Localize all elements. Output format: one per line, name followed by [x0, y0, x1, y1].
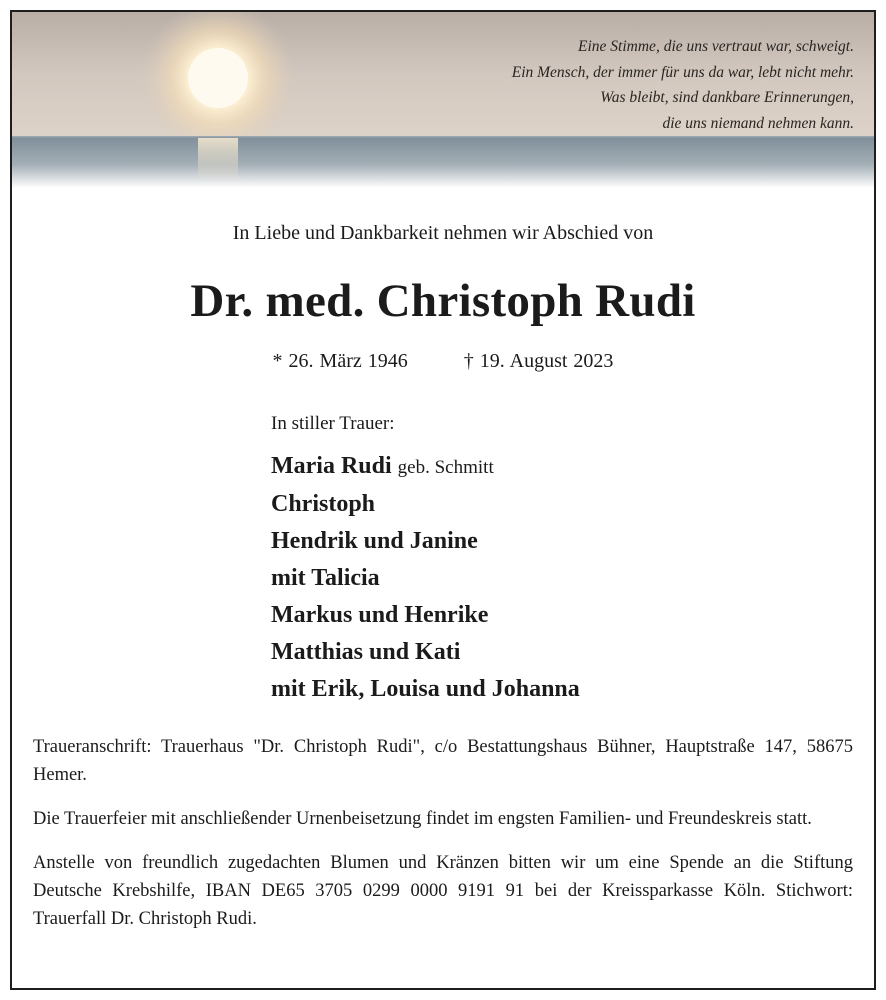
maiden-name: geb. Schmitt — [397, 457, 494, 478]
obituary-frame — [10, 10, 876, 990]
death-date: † 19. August 2023 — [463, 350, 614, 372]
ceremony-notice: Die Trauerfeier mit anschließender Urnenbeisetzung findet im engsten Familien- und Freundeskreis statt. — [33, 809, 812, 829]
mourner-first-name: Maria Rudi — [271, 453, 392, 479]
mourner-name: mit Talicia — [271, 565, 380, 591]
mourners-block — [271, 412, 580, 708]
quote-line: Ein Mensch, der immer für uns da war, lebt nicht mehr. — [511, 63, 854, 81]
mourning-address: Traueranschrift: Trauerhaus "Dr. Christoph Rudi", c/o Bestattungshaus Bühner, Hauptstraße 147, 58675 Hemer. — [33, 737, 853, 785]
mourner-name: Christoph — [271, 491, 376, 517]
mourner-name: Hendrik und Janine — [271, 528, 478, 554]
mourner-name — [271, 448, 580, 486]
deceased-name: Dr. med. Christoph Rudi — [190, 275, 696, 327]
mourner-name: mit Erik, Louisa und Johanna — [271, 676, 580, 702]
quote-line: Eine Stimme, die uns vertraut war, schweigt. — [578, 38, 854, 55]
quote-line: die uns niemand nehmen kann. — [662, 114, 854, 132]
birth-date: * 26. März 1946 — [272, 350, 408, 372]
mourner-name: Markus und Henrike — [271, 602, 489, 628]
quote-text — [512, 34, 854, 136]
quote-line: Was bleibt, sind dankbare Erinnerungen, — [600, 89, 854, 106]
donation-notice: Anstelle von freundlich zugedachten Blumen und Kränzen bitten wir um eine Spende an die Stiftung Deutsche Krebshilfe, IBAN DE65 3705 0299 0000 9191 91 bei der Kreissparkasse Köln. Stichwort: Trauerfall Dr. Christoph Rudi. — [33, 853, 853, 929]
sunset-header-image — [12, 12, 874, 188]
info-section — [33, 733, 853, 949]
mourning-label: In stiller Trauer: — [271, 413, 395, 434]
intro-text: In Liebe und Dankbarkeit nehmen wir Abschied von — [232, 222, 654, 244]
life-dates — [12, 350, 874, 373]
mourner-name: Matthias und Kati — [271, 639, 461, 665]
